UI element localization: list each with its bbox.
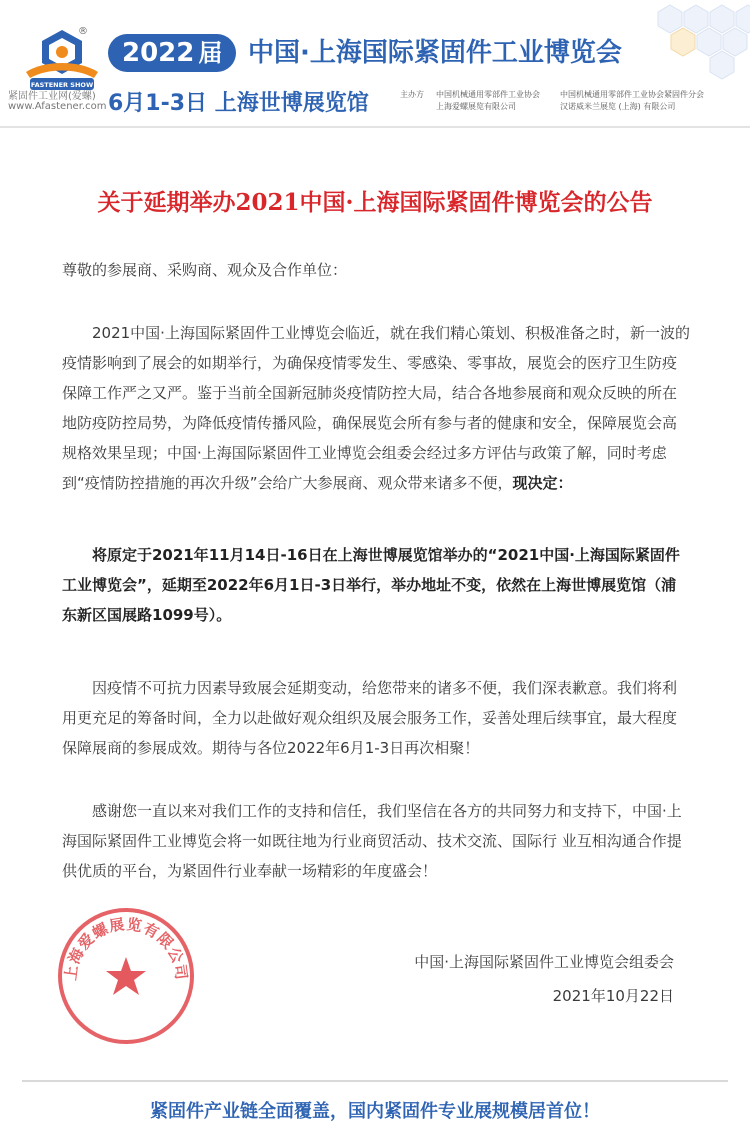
paragraph-background-text: 2021中国·上海国际紧固件工业博览会临近，就在我们精心策划、积极准备之时，新一波的疫情影响到了展会的如期举行，为确保疫情零发生、零感染、零事故，展览会的医疗卫生防疫保障工作严之又严。鉴于当前全国新冠肺炎疫情防控大局，结合各地参展商和观众反映的所在地防疫防控局势，为降低疫情传播风险，确保展览会所有参与者的健康和安全，保障展览会高规格效果呈现；中国·上海国际紧固件工业博览会组委会经过多方评估与政策了解，同时考虑到“疫情防控措施的再次升级”会给广大参展商、观众带来诸多不便， (62, 324, 690, 492)
organizers-column-1 (436, 89, 540, 113)
organizer-name: 中国机械通用零部件工业协会 (436, 90, 540, 99)
svg-text:FASTENER SHOW: FASTENER SHOW (30, 81, 94, 89)
edition-year: 2022 (122, 38, 195, 68)
site-name: 紧固件工业网(爱螺) (8, 91, 96, 102)
organizers-label: 主办方 (400, 90, 424, 99)
organizer-name: 上海爱螺展览有限公司 (436, 102, 516, 111)
organizers-column-2 (560, 89, 704, 113)
signature-organization: 中国·上海国际紧固件工业博览会组委会 (414, 953, 674, 971)
footer-slogan: 紧固件产业链全面覆盖，国内紧固件专业展规模居首位！ (150, 1101, 600, 1122)
footer-divider (22, 1080, 728, 1082)
expo-title: 中国·上海国际紧固件工业博览会 (248, 38, 622, 68)
decision-lead-in: 现决定： (512, 474, 573, 492)
seal-star-icon (106, 957, 146, 995)
salutation: 尊敬的参展商、采购商、观众及合作单位： (62, 261, 348, 279)
paragraph-decision: 将原定于2021年11月14日-16日在上海世博展览馆举办的“2021中国·上海国际紧固件工业博览会”，延期至2022年6月1日-3日举行，举办地址不变，依然在上海世博展览馆（浦东新区国展路1099号）。 (62, 546, 680, 624)
registered-mark: ® (78, 26, 88, 37)
svg-text:上海爱螺展览有限公司: 上海爱螺展览有限公司 (61, 915, 191, 982)
paragraph-thanks: 感谢您一直以来对我们工作的支持和信任，我们坚信在各方的共同努力和支持下，中国·上海国际紧固件工业博览会将一如既往地为行业商贸活动、技术交流、国际行 业互相沟通合作提供优质的平台，为紧固件行业奉献一场精彩的年度盛会！ (62, 802, 682, 880)
hexagon-pattern-decoration (640, 0, 750, 90)
paragraph-apology: 因疫情不可抗力因素导致展会延期变动，给您带来的诸多不便，我们深表歉意。我们将利用更充足的筹备时间，全力以赴做好观众组织及展会服务工作，妥善处理后续事宜，最大程度保障展商的参展成效。期待与各位2022年6月1-3日再次相聚！ (62, 679, 678, 757)
edition-year-badge (108, 34, 236, 72)
organizer-name: 汉诺威米兰展览 (上海) 有限公司 (560, 102, 676, 111)
notice-title: 关于延期举办2021中国·上海国际紧固件博览会的公告 (97, 189, 653, 216)
fastener-show-logo (20, 28, 104, 92)
signature-date: 2021年10月22日 (552, 987, 674, 1005)
organizer-name: 中国机械通用零部件工业协会紧固件分会 (560, 90, 704, 99)
edition-suffix: 届 (198, 39, 223, 67)
expo-date-venue: 6月1-3日 上海世博展览馆 (108, 91, 369, 116)
paragraph-background (62, 318, 690, 498)
header-divider (0, 126, 750, 128)
company-seal-stamp (55, 905, 197, 1047)
site-url: www.Afastener.com (8, 101, 107, 112)
